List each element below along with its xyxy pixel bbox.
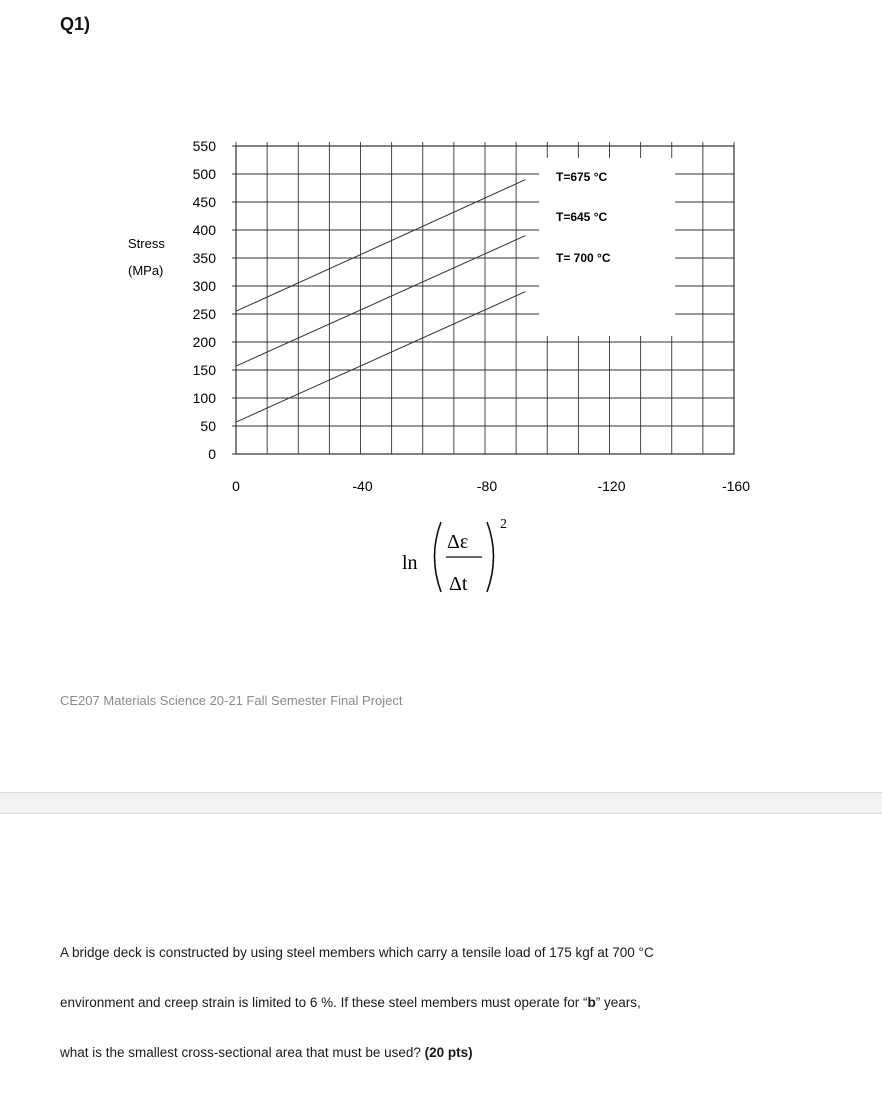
formula-right-paren — [487, 522, 494, 592]
x-tick-label: -160 — [721, 478, 751, 494]
formula-numerator: Δε — [447, 531, 469, 553]
document-footer: CE207 Materials Science 20-21 Fall Semester Final Project — [60, 693, 403, 708]
y-tick-label: 300 — [192, 278, 216, 294]
y-tick-label: 0 — [208, 446, 216, 462]
y-tick-label: 250 — [192, 306, 216, 322]
y-tick-label: 150 — [192, 362, 216, 378]
formula-denominator: Δt — [449, 573, 468, 595]
y-axis-label-stress: Stress — [128, 236, 165, 251]
x-tick-label: -40 — [352, 478, 373, 494]
y-tick-label: 500 — [192, 166, 216, 182]
x-tick-label: -80 — [476, 478, 498, 494]
y-tick-label: 400 — [192, 222, 216, 238]
problem-line-2-end: ” years, — [595, 995, 641, 1010]
y-tick-label: 550 — [192, 138, 216, 154]
legend-label-1: T=675 °C — [556, 170, 608, 184]
problem-line-3-text: what is the smallest cross-sectional area that must be used? — [60, 1045, 425, 1060]
series-line-2 — [236, 236, 525, 366]
chart-legend — [539, 158, 675, 336]
problem-line-2-text: environment and creep strain is limited to 6 %. If these steel members must operate for “ — [60, 995, 588, 1010]
series-line-1 — [236, 180, 525, 312]
legend-box — [539, 158, 675, 336]
legend-label-3: T= 700 °C — [556, 251, 611, 265]
y-tick-label: 100 — [192, 390, 216, 406]
x-tick-label: -120 — [597, 478, 626, 494]
question-label: Q1) — [60, 14, 91, 34]
problem-line-1: A bridge deck is constructed by using steel members which carry a tensile load of 175 kgf at 700 °C — [60, 945, 654, 960]
formula-ln: ln — [402, 552, 418, 574]
problem-line-2 — [60, 993, 875, 1043]
y-tick-label: 450 — [192, 194, 216, 210]
x-axis-formula — [402, 517, 507, 595]
points-label: (20 pts) — [424, 1045, 473, 1060]
variable-b: b — [587, 995, 596, 1010]
series-line-3 — [236, 292, 525, 422]
y-tick-label: 200 — [192, 334, 216, 350]
page-separator — [0, 792, 882, 814]
y-tick-label: 50 — [200, 418, 216, 434]
formula-exponent: 2 — [500, 517, 507, 532]
x-tick-label: 0 — [232, 478, 240, 494]
chart-series — [236, 180, 525, 422]
y-axis-label-unit: (MPa) — [128, 263, 164, 278]
formula-left-paren — [435, 522, 442, 592]
y-tick-label: 350 — [192, 250, 216, 266]
legend-label-2: T=645 °C — [556, 210, 608, 224]
problem-statement — [60, 943, 875, 1093]
